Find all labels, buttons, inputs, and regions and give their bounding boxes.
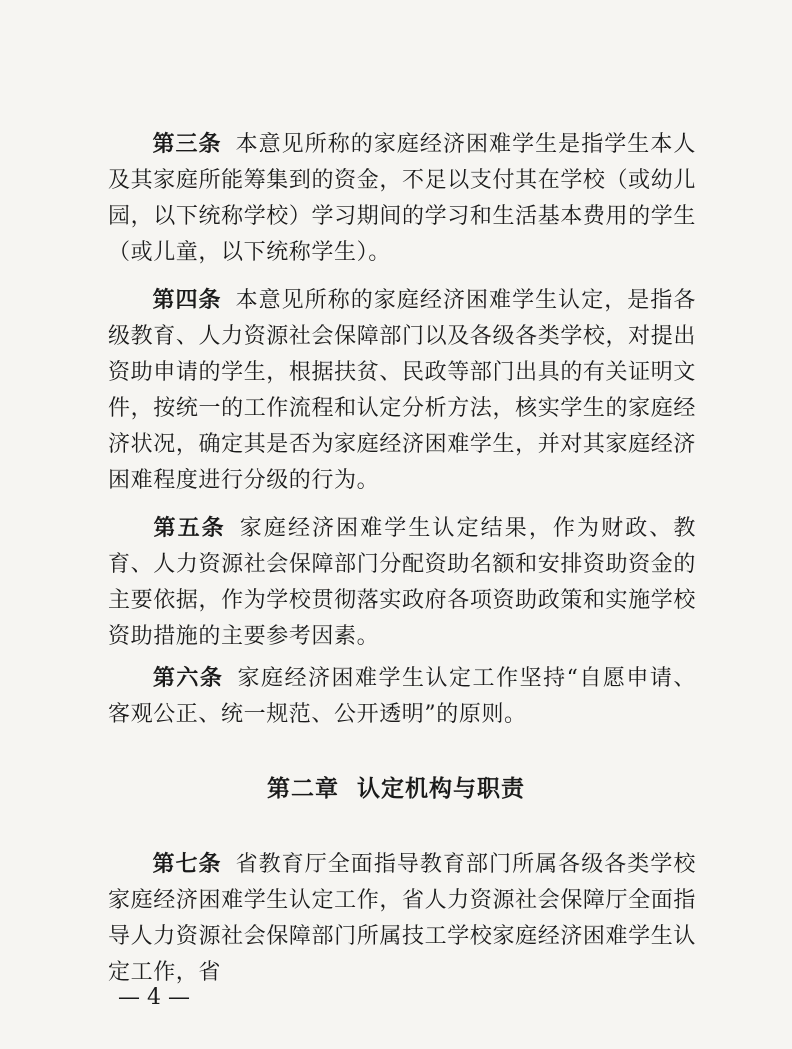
- article-3-text: 本意见所称的家庭经济困难学生是指学生本人及其家庭所能筹集到的资金，不足以支付其在学校（或幼儿园，以下统称学校）学习期间的学习和生活基本费用的学生（或儿童，以下统称学生）。: [108, 132, 696, 265]
- article-6: [108, 660, 696, 733]
- page-number: — 4 —: [118, 985, 190, 1010]
- article-3: [108, 126, 696, 271]
- article-6-label: 第六条: [152, 665, 224, 691]
- article-7-text: 省教育厅全面指导教育部门所属各级各类学校家庭经济困难学生认定工作，省人力资源社会保障厅全面指导人力资源社会保障部门所属技工学校家庭经济困难学生认定工作，省: [108, 852, 696, 985]
- article-7-label: 第七条: [152, 851, 222, 877]
- article-4-label: 第四条: [152, 287, 222, 313]
- article-7: [108, 846, 696, 991]
- article-4: [108, 282, 696, 499]
- chapter-heading: [0, 770, 792, 803]
- chapter-number: 第二章: [267, 775, 339, 802]
- article-3-label: 第三条: [152, 131, 222, 157]
- article-4-text: 本意见所称的家庭经济困难学生认定，是指各级教育、人力资源社会保障部门以及各级各类学校，对提出资助申请的学生，根据扶贫、民政等部门出具的有关证明文件，按统一的工作流程和认定分析方法，核实学生的家庭经济状况，确定其是否为家庭经济困难学生，并对其家庭经济困难程度进行分级的行为。: [108, 288, 696, 493]
- article-5: [108, 510, 696, 655]
- chapter-title: 认定机构与职责: [357, 775, 525, 802]
- article-6-text: 家庭经济困难学生认定工作坚持“自愿申请、客观公正、统一规范、公开透明”的原则。: [108, 666, 696, 727]
- article-5-label: 第五条: [152, 515, 226, 541]
- article-5-text: 家庭经济困难学生认定结果，作为财政、教育、人力资源社会保障部门分配资助名额和安排资助资金的主要依据，作为学校贯彻落实政府各项资助政策和实施学校资助措施的主要参考因素。: [108, 516, 696, 649]
